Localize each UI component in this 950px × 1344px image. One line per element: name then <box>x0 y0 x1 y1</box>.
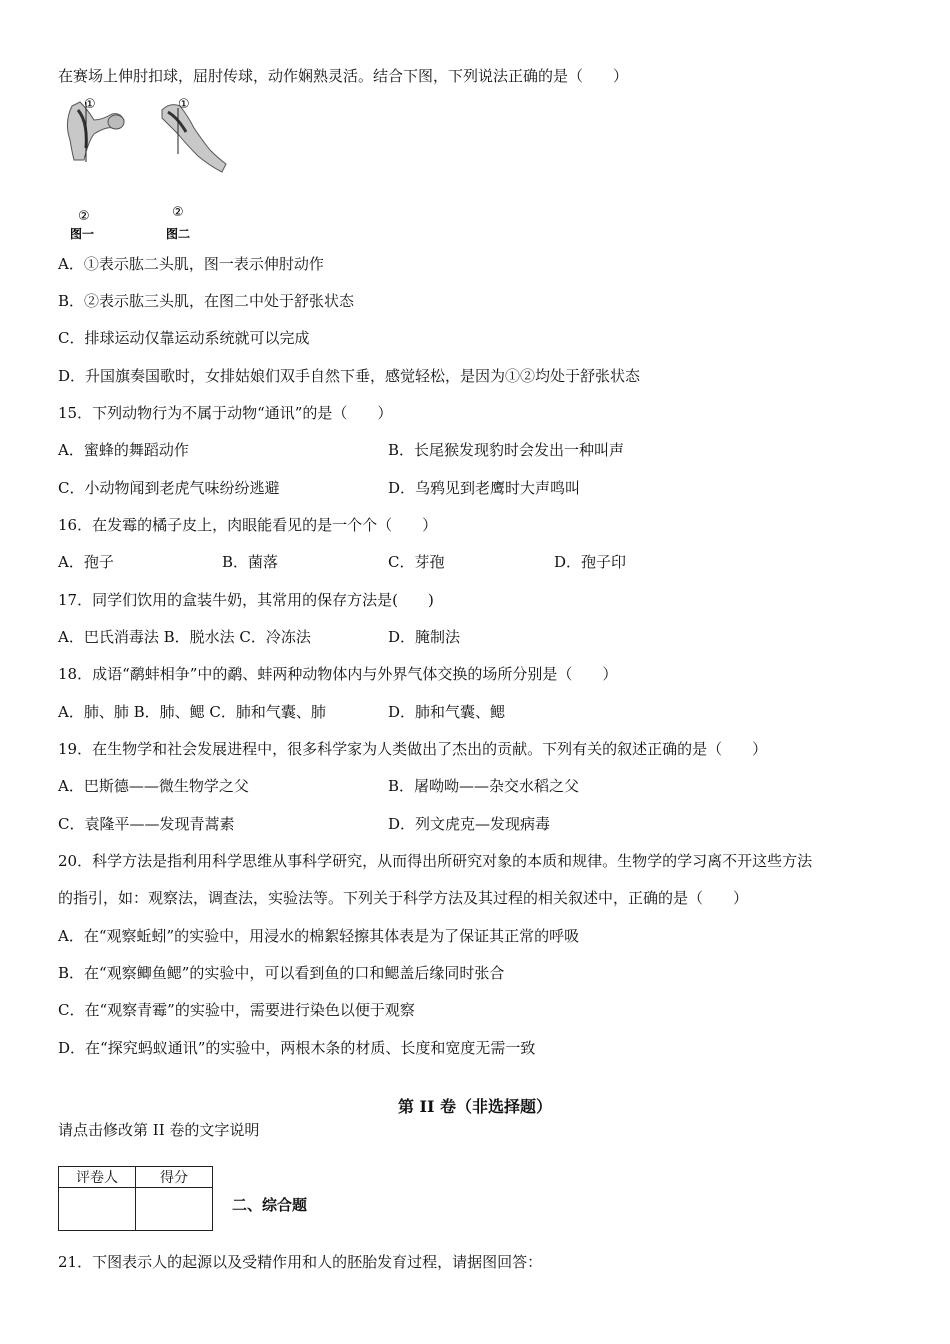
fig2-label-2: ② <box>172 205 184 220</box>
q14-stem: 在赛场上伸肘扣球，屈肘传球，动作娴熟灵活。结合下图，下列说法正确的是（ ） <box>58 67 629 85</box>
q15-option-b: B．长尾猴发现豹时会发出一种叫声 <box>388 441 625 459</box>
arm-muscle-figure <box>58 92 238 242</box>
arm-figure-one <box>67 102 124 162</box>
q16-option-a: A．孢子 <box>58 553 114 571</box>
score-cell <box>136 1188 213 1231</box>
q20-option-a: A．在“观察蚯蚓”的实验中，用浸水的棉絮轻擦其体表是为了保证其正常的呼吸 <box>58 927 580 945</box>
q16-option-c: C．芽孢 <box>388 553 445 571</box>
q14-option-a: A．①表示肱二头肌，图一表示伸肘动作 <box>58 255 324 273</box>
fig2-caption: 图二 <box>166 227 191 241</box>
q17-stem: 17．同学们饮用的盒装牛奶，其常用的保存方法是( ) <box>58 591 434 609</box>
arm-figure-two <box>162 105 226 172</box>
q14-option-b: B．②表示肱三头肌，在图二中处于舒张状态 <box>58 292 355 310</box>
q19-stem: 19．在生物学和社会发展进程中，很多科学家为人类做出了杰出的贡献。下列有关的叙述正确的是（ ） <box>58 740 768 758</box>
q17-option-d: D．腌制法 <box>388 628 461 646</box>
q18-option-d: D．肺和气囊、鳃 <box>388 703 506 721</box>
q16-stem: 16．在发霉的橘子皮上，肉眼能看见的是一个个（ ） <box>58 516 438 534</box>
q19-option-b: B．屠呦呦——杂交水稻之父 <box>388 777 580 795</box>
q20-stem-line1: 20．科学方法是指利用科学思维从事科学研究，从而得出所研究对象的本质和规律。生物学的学习离不开这些方法 <box>58 852 813 870</box>
q16-option-b: B．菌落 <box>222 553 279 571</box>
section-title: 二、综合题 <box>232 1196 308 1214</box>
part2-title: 第 II 卷（非选择题） <box>397 1097 553 1116</box>
q20-option-b: B．在“观察鲫鱼鳃”的实验中，可以看到鱼的口和鳃盖后缘同时张合 <box>58 964 505 982</box>
q20-option-c: C．在“观察青霉”的实验中，需要进行染色以便于观察 <box>58 1001 415 1019</box>
q14-option-d: D．升国旗奏国歌时，女排姑娘们双手自然下垂，感觉轻松，是因为①②均处于舒张状态 <box>58 367 641 385</box>
q14-option-c: C．排球运动仅靠运动系统就可以完成 <box>58 329 310 347</box>
fig1-label-1: ① <box>84 97 96 112</box>
score-header: 得分 <box>136 1167 213 1188</box>
q20-stem-line2: 的指引，如：观察法，调查法，实验法等。下列关于科学方法及其过程的相关叙述中，正确的是（ ） <box>58 889 749 907</box>
q16-option-d: D．孢子印 <box>554 553 627 571</box>
fig1-caption: 图一 <box>70 227 95 241</box>
q19-option-c: C．袁隆平——发现青蒿素 <box>58 815 235 833</box>
q15-option-a: A．蜜蜂的舞蹈动作 <box>58 441 189 459</box>
q21-stem: 21．下图表示人的起源以及受精作用和人的胚胎发育过程，请据图回答： <box>58 1253 543 1271</box>
fig1-label-2: ② <box>78 209 90 224</box>
q15-stem: 15．下列动物行为不属于动物“通讯”的是（ ） <box>58 404 393 422</box>
q19-option-a: A．巴斯德——微生物学之父 <box>58 777 249 795</box>
grader-header: 评卷人 <box>59 1167 136 1188</box>
q18-stem: 18．成语“鹬蚌相争”中的鹬、蚌两种动物体内与外界气体交换的场所分别是（ ） <box>58 665 618 683</box>
q20-option-d: D．在“探究蚂蚁通讯”的实验中，两根木条的材质、长度和宽度无需一致 <box>58 1039 536 1057</box>
q15-option-c: C．小动物闻到老虎气味纷纷逃避 <box>58 479 280 497</box>
q17-options-abc: A．巴氏消毒法 B．脱水法 C．冷冻法 <box>58 628 311 646</box>
fig2-label-1: ① <box>178 97 190 112</box>
q15-option-d: D．乌鸦见到老鹰时大声鸣叫 <box>388 479 581 497</box>
q19-option-d: D．列文虎克—发现病毒 <box>388 815 551 833</box>
part2-note: 请点击修改第 II 卷的文字说明 <box>58 1121 260 1139</box>
score-table <box>58 1166 213 1231</box>
q18-options-abc: A．肺、肺 B．肺、鳃 C．肺和气囊、肺 <box>58 703 326 721</box>
grader-cell <box>59 1188 136 1231</box>
